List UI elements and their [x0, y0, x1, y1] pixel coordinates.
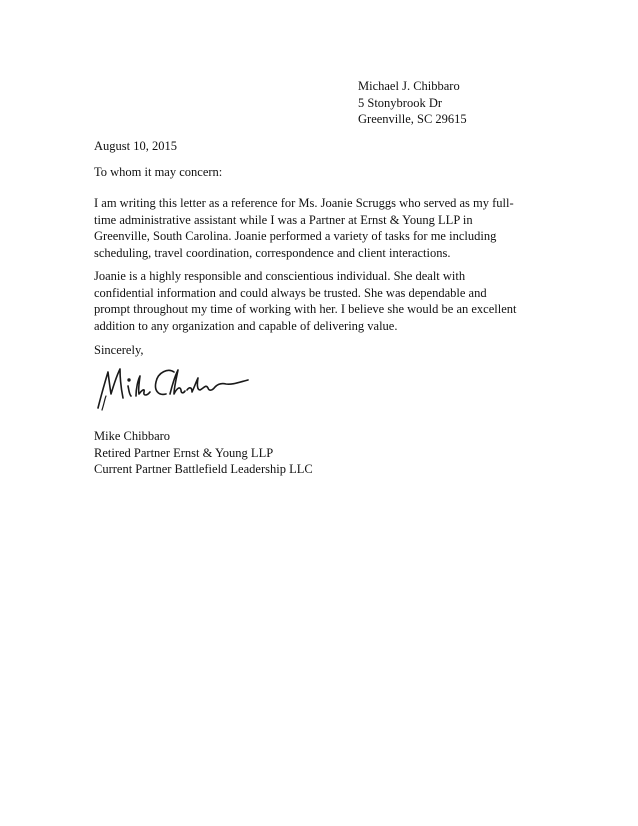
closing: Sincerely, [94, 343, 144, 357]
salutation: To whom it may concern: [94, 165, 223, 179]
signer-name: Mike Chibbaro [94, 429, 171, 443]
sender-address [358, 78, 578, 128]
paragraph-line: Joanie is a highly responsible and conscientious individual. She dealt with [94, 269, 466, 283]
paragraph-line: addition to any organization and capable of delivering value. [94, 318, 398, 333]
paragraph-character [94, 268, 544, 334]
paragraph-line: prompt throughout my time of working with her. I believe she would be an excellent [94, 302, 517, 316]
paragraph-line: scheduling, travel coordination, correspondence and client interactions. [94, 245, 451, 260]
signer-title-current: Current Partner Battlefield Leadership LLC [94, 462, 313, 476]
paragraph-line: I am writing this letter as a reference for Ms. Joanie Scruggs who served as my full- [94, 196, 514, 210]
signature-drawing [92, 358, 252, 418]
signer-block [94, 428, 544, 478]
sender-street: 5 Stonybrook Dr [358, 95, 443, 110]
paragraph-line: confidential information and could always be trusted. She was dependable and [94, 285, 487, 300]
letter-date: August 10, 2015 [94, 139, 177, 153]
signer-title-retired: Retired Partner Ernst & Young LLP [94, 445, 274, 460]
sender-name: Michael J. Chibbaro [358, 79, 460, 93]
paragraph-line: time administrative assistant while I was a Partner at Ernst & Young LLP in [94, 212, 473, 227]
sender-city-state-zip: Greenville, SC 29615 [358, 112, 467, 126]
handwritten-signature [92, 358, 252, 418]
paragraph-line: Greenville, South Carolina. Joanie performed a variety of tasks for me including [94, 229, 497, 243]
paragraph-reference-intro [94, 195, 544, 261]
